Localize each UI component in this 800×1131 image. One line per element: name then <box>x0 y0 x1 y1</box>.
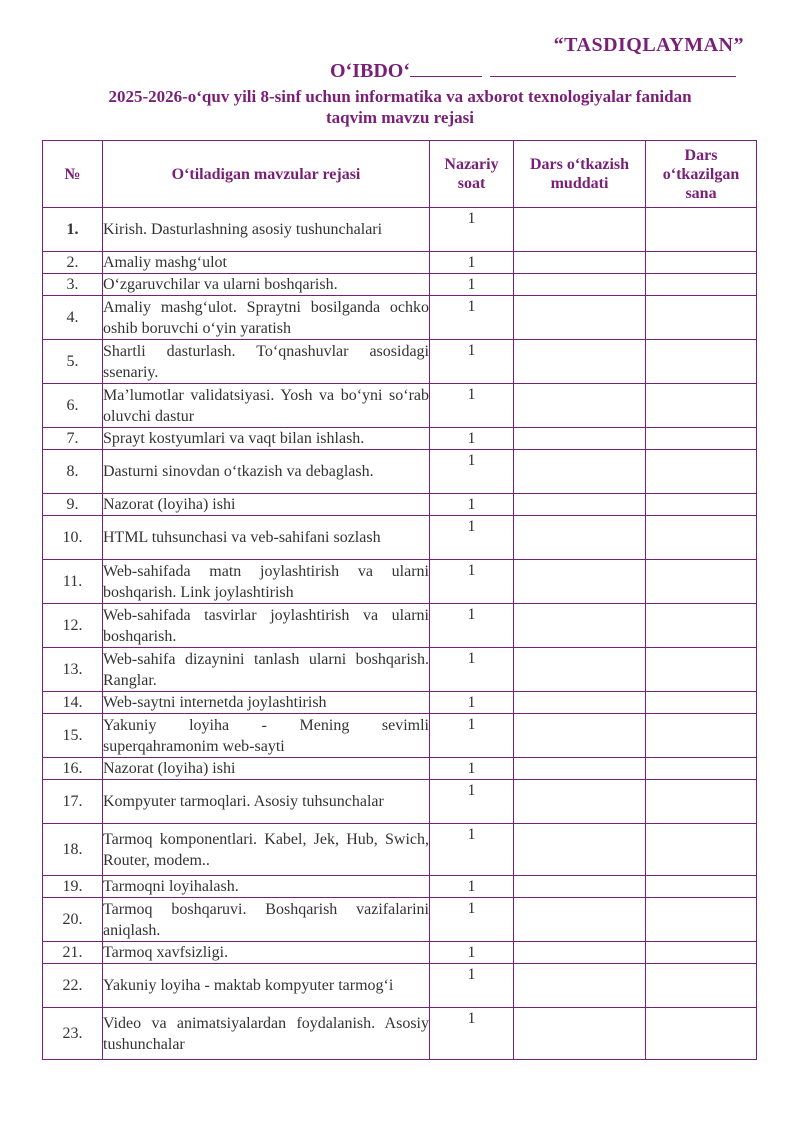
col-header-hours: Nazariy soat <box>430 141 514 208</box>
row-hours: 1 <box>430 252 514 274</box>
row-number: 6. <box>43 384 103 428</box>
row-topic: Sprayt kostyumlari va vaqt bilan ishlash. <box>103 428 430 450</box>
row-hours: 1 <box>430 274 514 296</box>
row-topic: Video va animatsiyalardan foydalanish. Asosiy tushunchalar <box>103 1008 430 1060</box>
row-duration-cell <box>514 692 646 714</box>
row-topic: Web-sahifada matn joylashtirish va ularni boshqarish. Link joylashtirish <box>103 560 430 604</box>
row-date-cell <box>646 494 757 516</box>
table-row <box>43 340 757 384</box>
row-number: 14. <box>43 692 103 714</box>
col-header-number: № <box>43 141 103 208</box>
row-hours: 1 <box>430 1008 514 1060</box>
table-row <box>43 604 757 648</box>
row-number: 15. <box>43 714 103 758</box>
table-body <box>43 208 757 1060</box>
row-topic: Amaliy mashg‘ulot. Spraytni bosilganda ochko oshib boruvchi o‘yin yaratish <box>103 296 430 340</box>
row-date-cell <box>646 340 757 384</box>
row-hours: 1 <box>430 898 514 942</box>
row-topic: Tarmoq xavfsizligi. <box>103 942 430 964</box>
row-number: 18. <box>43 824 103 876</box>
table-row <box>43 942 757 964</box>
row-hours: 1 <box>430 648 514 692</box>
table-row <box>43 964 757 1008</box>
row-hours: 1 <box>430 714 514 758</box>
row-number: 20. <box>43 898 103 942</box>
table-row <box>43 560 757 604</box>
row-hours: 1 <box>430 428 514 450</box>
row-date-cell <box>646 692 757 714</box>
row-duration-cell <box>514 274 646 296</box>
row-number: 23. <box>43 1008 103 1060</box>
row-number: 10. <box>43 516 103 560</box>
row-hours: 1 <box>430 758 514 780</box>
row-hours: 1 <box>430 340 514 384</box>
row-date-cell <box>646 824 757 876</box>
table-row <box>43 252 757 274</box>
row-number: 2. <box>43 252 103 274</box>
table-row <box>43 714 757 758</box>
title-line-2: taqvim mavzu rejasi <box>326 108 474 127</box>
row-number: 5. <box>43 340 103 384</box>
row-duration-cell <box>514 384 646 428</box>
row-topic: Nazorat (loyiha) ishi <box>103 494 430 516</box>
signature-blank <box>410 60 482 77</box>
row-number: 7. <box>43 428 103 450</box>
row-date-cell <box>646 450 757 494</box>
row-duration-cell <box>514 428 646 450</box>
table-row <box>43 758 757 780</box>
row-topic: Tarmoq komponentlari. Kabel, Jek, Hub, Swich, Router, modem.. <box>103 824 430 876</box>
row-date-cell <box>646 758 757 780</box>
row-date-cell <box>646 714 757 758</box>
row-duration-cell <box>514 964 646 1008</box>
name-blank <box>490 60 736 77</box>
row-topic: O‘zgaruvchilar va ularni boshqarish. <box>103 274 430 296</box>
row-duration-cell <box>514 252 646 274</box>
row-topic: Dasturni sinovdan o‘tkazish va debaglash. <box>103 450 430 494</box>
row-hours: 1 <box>430 692 514 714</box>
approval-stamp-text: “TASDIQLAYMAN” <box>553 34 744 56</box>
row-topic: Kompyuter tarmoqlari. Asosiy tuhsunchalar <box>103 780 430 824</box>
row-hours: 1 <box>430 516 514 560</box>
row-topic: Web-saytni internetda joylashtirish <box>103 692 430 714</box>
table-row <box>43 780 757 824</box>
row-topic: Web-sahifa dizaynini tanlash ularni boshqarish. Ranglar. <box>103 648 430 692</box>
row-topic: Kirish. Dasturlashning asosiy tushunchalari <box>103 208 430 252</box>
document-title <box>40 86 760 128</box>
table-row <box>43 208 757 252</box>
row-number: 8. <box>43 450 103 494</box>
row-duration-cell <box>514 560 646 604</box>
table-row <box>43 274 757 296</box>
row-topic: Web-sahifada tasvirlar joylashtirish va ularni boshqarish. <box>103 604 430 648</box>
table-row <box>43 824 757 876</box>
table-row <box>43 384 757 428</box>
row-topic: HTML tuhsunchasi va veb-sahifani sozlash <box>103 516 430 560</box>
row-date-cell <box>646 252 757 274</box>
row-date-cell <box>646 604 757 648</box>
row-duration-cell <box>514 1008 646 1060</box>
row-hours: 1 <box>430 450 514 494</box>
row-duration-cell <box>514 340 646 384</box>
lesson-plan-table <box>42 140 757 1060</box>
table-row <box>43 450 757 494</box>
row-topic: Tarmoqni loyihalash. <box>103 876 430 898</box>
table-header-row <box>43 141 757 208</box>
row-topic: Ma’lumotlar validatsiyasi. Yosh va bo‘yni so‘rab oluvchi dastur <box>103 384 430 428</box>
row-number: 12. <box>43 604 103 648</box>
row-date-cell <box>646 296 757 340</box>
row-duration-cell <box>514 296 646 340</box>
row-number: 22. <box>43 964 103 1008</box>
row-number: 13. <box>43 648 103 692</box>
row-number: 17. <box>43 780 103 824</box>
row-topic: Amaliy mashg‘ulot <box>103 252 430 274</box>
director-label: O‘IBDO‘ <box>330 60 410 82</box>
row-date-cell <box>646 274 757 296</box>
row-duration-cell <box>514 942 646 964</box>
table-row <box>43 296 757 340</box>
row-number: 11. <box>43 560 103 604</box>
row-duration-cell <box>514 758 646 780</box>
row-duration-cell <box>514 450 646 494</box>
table-row <box>43 1008 757 1060</box>
row-topic: Shartli dasturlash. To‘qnashuvlar asosidagi ssenariy. <box>103 340 430 384</box>
row-hours: 1 <box>430 296 514 340</box>
row-date-cell <box>646 898 757 942</box>
row-date-cell <box>646 876 757 898</box>
row-date-cell <box>646 1008 757 1060</box>
row-number: 9. <box>43 494 103 516</box>
row-number: 21. <box>43 942 103 964</box>
row-duration-cell <box>514 648 646 692</box>
row-number: 1. <box>43 208 103 252</box>
row-number: 4. <box>43 296 103 340</box>
row-topic: Yakuniy loyiha - Mening sevimli superqahramonim web-sayti <box>103 714 430 758</box>
row-hours: 1 <box>430 208 514 252</box>
row-number: 16. <box>43 758 103 780</box>
table-row <box>43 898 757 942</box>
row-hours: 1 <box>430 780 514 824</box>
row-topic: Tarmoq boshqaruvi. Boshqarish vazifalarini aniqlash. <box>103 898 430 942</box>
row-date-cell <box>646 428 757 450</box>
row-date-cell <box>646 516 757 560</box>
row-topic: Nazorat (loyiha) ishi <box>103 758 430 780</box>
table-row <box>43 494 757 516</box>
row-duration-cell <box>514 604 646 648</box>
row-date-cell <box>646 648 757 692</box>
col-header-duration: Dars o‘tkazish muddati <box>514 141 646 208</box>
row-hours: 1 <box>430 560 514 604</box>
row-date-cell <box>646 964 757 1008</box>
row-duration-cell <box>514 714 646 758</box>
row-date-cell <box>646 384 757 428</box>
row-date-cell <box>646 780 757 824</box>
row-duration-cell <box>514 780 646 824</box>
table-row <box>43 876 757 898</box>
row-topic: Yakuniy loyiha - maktab kompyuter tarmog‘i <box>103 964 430 1008</box>
row-number: 19. <box>43 876 103 898</box>
row-number: 3. <box>43 274 103 296</box>
row-date-cell <box>646 208 757 252</box>
director-signature-line <box>330 60 736 83</box>
row-hours: 1 <box>430 964 514 1008</box>
row-duration-cell <box>514 516 646 560</box>
table-row <box>43 428 757 450</box>
row-duration-cell <box>514 208 646 252</box>
row-hours: 1 <box>430 384 514 428</box>
title-line-1: 2025-2026-o‘quv yili 8-sinf uchun informatika va axborot texnologiyalar fanidan <box>108 87 692 106</box>
row-hours: 1 <box>430 876 514 898</box>
table-row <box>43 692 757 714</box>
row-hours: 1 <box>430 824 514 876</box>
row-duration-cell <box>514 898 646 942</box>
table-row <box>43 516 757 560</box>
row-hours: 1 <box>430 494 514 516</box>
row-duration-cell <box>514 494 646 516</box>
row-date-cell <box>646 560 757 604</box>
row-hours: 1 <box>430 942 514 964</box>
col-header-topic: O‘tiladigan mavzular rejasi <box>103 141 430 208</box>
row-hours: 1 <box>430 604 514 648</box>
row-duration-cell <box>514 876 646 898</box>
col-header-date: Dars o‘tkazilgan sana <box>646 141 757 208</box>
row-date-cell <box>646 942 757 964</box>
table-row <box>43 648 757 692</box>
row-duration-cell <box>514 824 646 876</box>
